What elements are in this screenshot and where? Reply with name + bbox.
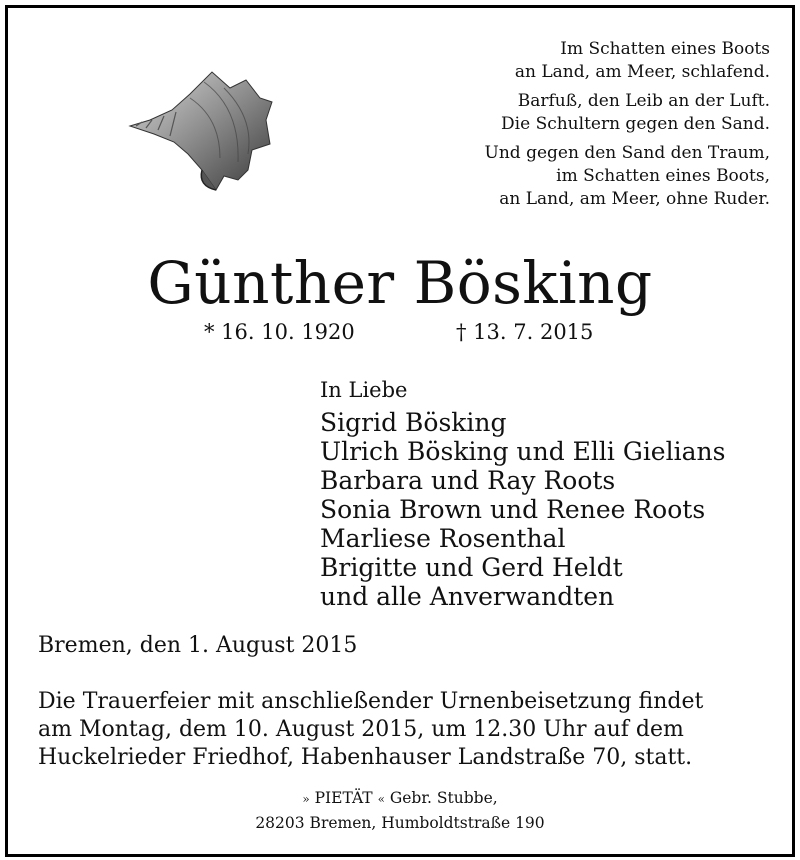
list-item: Brigitte und Gerd Heldt [320,553,623,582]
ceremony-info [38,688,778,772]
birth-date: * 16. 10. 1920 [204,320,355,344]
poem-line: an Land, am Meer, ohne Ruder. [499,189,770,209]
seashell-icon [120,58,280,208]
list-item: Sonia Brown und Renee Roots [320,495,706,524]
poem-line: Barfuß, den Leib an der Luft. [517,91,770,111]
deceased-name: Günther Bösking [147,249,653,317]
poem-line: Die Schultern gegen den Sand. [501,114,770,134]
poem-line: an Land, am Meer, schlafend. [514,62,770,82]
undertaker-company: Gebr. Stubbe, [389,789,498,807]
list-item: Sigrid Bösking [320,408,507,437]
poem-line: im Schatten eines Boots, [556,166,770,186]
poem-line: Und gegen den Sand den Traum, [484,143,770,163]
family-intro: In Liebe [320,378,408,402]
list-item: Barbara und Ray Roots [320,466,616,495]
poem-stanza-3 [485,142,770,211]
ceremony-line: am Montag, dem 10. August 2015, um 12.30 Uhr auf dem [38,717,684,742]
mourners-list [320,408,725,611]
ceremony-line: Die Trauerfeier mit anschließender Urnenbeisetzung findet [38,689,704,714]
quote-close: « [377,792,385,806]
quote-open: » [302,792,310,806]
list-item: Ulrich Bösking und Elli Gielians [320,437,726,466]
list-item: und alle Anverwandten [320,582,615,611]
undertaker-info [8,786,792,835]
place-date: Bremen, den 1. August 2015 [38,633,358,658]
obituary-notice [5,5,795,857]
poem [485,38,770,217]
death-date: † 13. 7. 2015 [456,320,594,344]
undertaker-brand: PIETÄT [314,789,373,807]
poem-stanza-1 [485,38,770,84]
poem-stanza-2 [485,90,770,136]
poem-line: Im Schatten eines Boots [560,39,770,59]
undertaker-address: 28203 Bremen, Humboldtstraße 190 [255,814,545,832]
undertaker-name-line [8,786,792,811]
ceremony-line: Huckelrieder Friedhof, Habenhauser Landstraße 70, statt. [38,745,693,770]
list-item: Marliese Rosenthal [320,524,566,553]
